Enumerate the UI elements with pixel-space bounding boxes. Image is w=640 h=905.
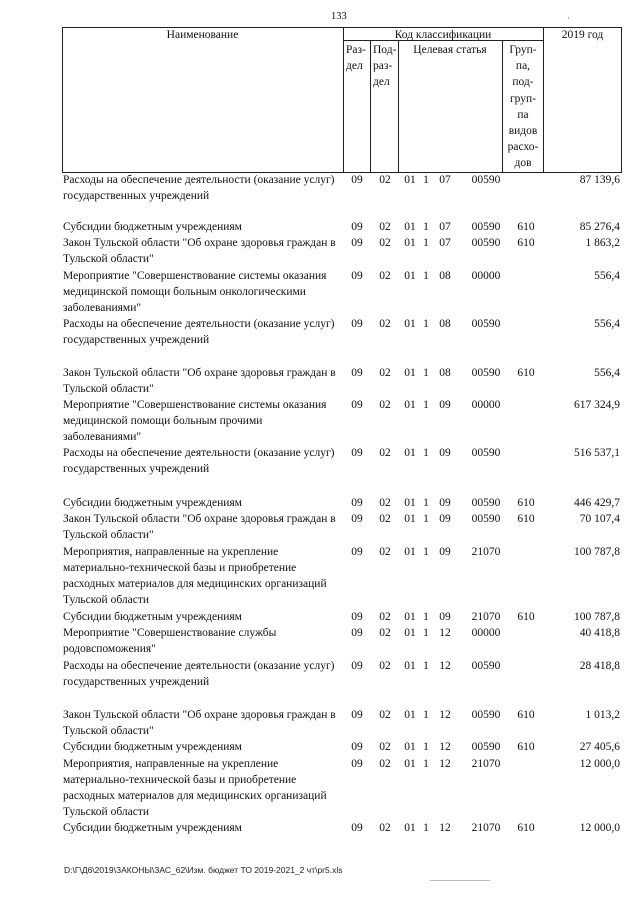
row-target-direction: 00000 xyxy=(471,270,501,282)
row-target-subprogram: 1 xyxy=(423,174,429,186)
row-podrazdel: 02 xyxy=(379,447,391,459)
row-expense-type: 610 xyxy=(517,611,535,623)
row-podrazdel: 02 xyxy=(379,497,391,509)
row-target-direction: 21070 xyxy=(471,611,501,623)
row-amount: 556,4 xyxy=(594,270,620,282)
row-target-event: 07 xyxy=(439,174,451,186)
row-amount: 70 107,4 xyxy=(579,513,620,525)
row-name: Субсидии бюджетным учреждениям xyxy=(63,611,242,623)
row-target-program: 01 xyxy=(404,399,416,411)
row-target-program: 01 xyxy=(404,367,416,379)
row-name: Закон Тульской области "Об охране здоровья граждан в Тульской области" xyxy=(63,237,336,265)
row-target-program: 01 xyxy=(404,318,416,330)
header-razdel: Раз- дел xyxy=(346,44,366,72)
row-podrazdel: 02 xyxy=(379,627,391,639)
row-target-direction: 00590 xyxy=(471,660,501,672)
row-name: Мероприятие "Совершенствование системы оказания медицинской помощи больным онкологическими заболеваниями" xyxy=(63,270,327,314)
row-target-event: 12 xyxy=(439,741,451,753)
row-target-subprogram: 1 xyxy=(423,497,429,509)
row-target-program: 01 xyxy=(404,497,416,509)
row-podrazdel: 02 xyxy=(379,399,391,411)
row-expense-type: 610 xyxy=(517,221,535,233)
row-razdel: 09 xyxy=(351,741,363,753)
row-podrazdel: 02 xyxy=(379,513,391,525)
row-target-subprogram: 1 xyxy=(423,709,429,721)
row-name: Мероприятие "Совершенствование системы оказания медицинской помощи больным прочими заболеваниями" xyxy=(63,399,327,443)
footer-path: D:\Г\Д6\2019\ЗАКОНЫ\ЗАС_62\Изм. бюджет ТО 2019-2021_2 чт\pr5.xls xyxy=(64,865,343,875)
row-target-subprogram: 1 xyxy=(423,546,429,558)
row-amount: 1 863,2 xyxy=(585,237,620,249)
row-podrazdel: 02 xyxy=(379,221,391,233)
row-name: Закон Тульской области "Об охране здоровья граждан в Тульской области" xyxy=(63,367,336,395)
row-target-direction: 00590 xyxy=(471,221,501,233)
row-podrazdel: 02 xyxy=(379,546,391,558)
row-expense-type: 610 xyxy=(517,367,535,379)
row-target-direction: 00590 xyxy=(471,174,501,186)
row-razdel: 09 xyxy=(351,660,363,672)
row-razdel: 09 xyxy=(351,513,363,525)
row-podrazdel: 02 xyxy=(379,318,391,330)
row-target-event: 12 xyxy=(439,660,451,672)
page-number: 133 xyxy=(331,11,347,22)
row-target-program: 01 xyxy=(404,627,416,639)
row-amount: 100 787,8 xyxy=(574,611,620,623)
row-target-program: 01 xyxy=(404,221,416,233)
row-expense-type: 610 xyxy=(517,513,535,525)
row-name: Закон Тульской области "Об охране здоровья граждан в Тульской области" xyxy=(63,513,336,541)
row-target-event: 12 xyxy=(439,822,451,834)
row-razdel: 09 xyxy=(351,709,363,721)
header-podrazdel: Под- раз- дел xyxy=(373,44,397,88)
row-target-subprogram: 1 xyxy=(423,221,429,233)
row-expense-type: 610 xyxy=(517,237,535,249)
row-name: Субсидии бюджетным учреждениям xyxy=(63,221,242,233)
row-razdel: 09 xyxy=(351,174,363,186)
row-expense-type: 610 xyxy=(517,497,535,509)
row-target-program: 01 xyxy=(404,237,416,249)
row-amount: 40 418,8 xyxy=(579,627,620,639)
row-name: Закон Тульской области "Об охране здоровья граждан в Тульской области" xyxy=(63,709,336,737)
row-razdel: 09 xyxy=(351,221,363,233)
row-podrazdel: 02 xyxy=(379,611,391,623)
row-target-subprogram: 1 xyxy=(423,627,429,639)
row-razdel: 09 xyxy=(351,367,363,379)
row-target-event: 09 xyxy=(439,399,451,411)
row-expense-type: 610 xyxy=(517,741,535,753)
row-target-program: 01 xyxy=(404,546,416,558)
row-target-program: 01 xyxy=(404,447,416,459)
row-razdel: 09 xyxy=(351,627,363,639)
row-podrazdel: 02 xyxy=(379,741,391,753)
row-target-subprogram: 1 xyxy=(423,318,429,330)
row-target-event: 09 xyxy=(439,513,451,525)
row-amount: 87 139,6 xyxy=(579,174,620,186)
row-target-program: 01 xyxy=(404,758,416,770)
row-target-direction: 00000 xyxy=(471,627,501,639)
header-group: Груп- па, под- груп- па видов расхо- дов xyxy=(507,44,539,170)
row-name: Расходы на обеспечение деятельности (оказание услуг) государственных учреждений xyxy=(63,174,335,202)
row-name: Расходы на обеспечение деятельности (оказание услуг) государственных учреждений xyxy=(63,447,335,475)
row-target-direction: 21070 xyxy=(471,822,501,834)
row-expense-type: 610 xyxy=(517,709,535,721)
row-name: Расходы на обеспечение деятельности (оказание услуг) государственных учреждений xyxy=(63,318,335,346)
row-target-subprogram: 1 xyxy=(423,270,429,282)
row-name: Субсидии бюджетным учреждениям xyxy=(63,497,242,509)
row-target-event: 09 xyxy=(439,497,451,509)
row-amount: 12 000,0 xyxy=(579,822,620,834)
row-razdel: 09 xyxy=(351,611,363,623)
row-target-direction: 21070 xyxy=(471,758,501,770)
row-target-direction: 00590 xyxy=(471,318,501,330)
row-razdel: 09 xyxy=(351,270,363,282)
row-podrazdel: 02 xyxy=(379,709,391,721)
row-podrazdel: 02 xyxy=(379,822,391,834)
row-podrazdel: 02 xyxy=(379,660,391,672)
row-amount: 100 787,8 xyxy=(574,546,620,558)
row-razdel: 09 xyxy=(351,447,363,459)
row-target-event: 09 xyxy=(439,546,451,558)
row-razdel: 09 xyxy=(351,237,363,249)
row-target-subprogram: 1 xyxy=(423,660,429,672)
row-target-event: 07 xyxy=(439,221,451,233)
row-target-subprogram: 1 xyxy=(423,399,429,411)
row-target-subprogram: 1 xyxy=(423,822,429,834)
row-target-direction: 00590 xyxy=(471,497,501,509)
row-target-direction: 00590 xyxy=(471,741,501,753)
row-name: Субсидии бюджетным учреждениям xyxy=(63,741,242,753)
row-name: Субсидии бюджетным учреждениям xyxy=(63,822,242,834)
row-razdel: 09 xyxy=(351,399,363,411)
row-amount: 27 405,6 xyxy=(579,741,620,753)
row-amount: 516 537,1 xyxy=(574,447,620,459)
row-target-direction: 00590 xyxy=(471,447,501,459)
row-podrazdel: 02 xyxy=(379,758,391,770)
row-target-event: 07 xyxy=(439,237,451,249)
row-expense-type: 610 xyxy=(517,822,535,834)
row-name: Расходы на обеспечение деятельности (оказание услуг) государственных учреждений xyxy=(63,660,335,688)
row-amount: 12 000,0 xyxy=(579,758,620,770)
row-amount: 556,4 xyxy=(594,318,620,330)
corner-mark: · xyxy=(567,13,570,23)
row-name: Мероприятия, направленные на укрепление материально-технической базы и приобретение расходных материалов для медицинских организаций Тульской области xyxy=(63,546,327,606)
row-target-program: 01 xyxy=(404,270,416,282)
row-razdel: 09 xyxy=(351,318,363,330)
row-target-direction: 00590 xyxy=(471,513,501,525)
row-target-subprogram: 1 xyxy=(423,367,429,379)
row-razdel: 09 xyxy=(351,822,363,834)
row-razdel: 09 xyxy=(351,546,363,558)
row-target-direction: 00590 xyxy=(471,367,501,379)
row-target-program: 01 xyxy=(404,660,416,672)
row-podrazdel: 02 xyxy=(379,174,391,186)
row-target-subprogram: 1 xyxy=(423,758,429,770)
row-target-event: 08 xyxy=(439,270,451,282)
row-target-program: 01 xyxy=(404,709,416,721)
row-target-event: 12 xyxy=(439,627,451,639)
row-target-program: 01 xyxy=(404,741,416,753)
row-target-direction: 00590 xyxy=(471,709,501,721)
row-target-direction: 21070 xyxy=(471,546,501,558)
footer-mark xyxy=(430,880,490,881)
row-target-event: 08 xyxy=(439,367,451,379)
row-target-event: 08 xyxy=(439,318,451,330)
row-podrazdel: 02 xyxy=(379,237,391,249)
row-target-subprogram: 1 xyxy=(423,237,429,249)
header-classification: Код классификации xyxy=(394,29,492,41)
row-target-subprogram: 1 xyxy=(423,741,429,753)
row-razdel: 09 xyxy=(351,758,363,770)
row-amount: 1 013,2 xyxy=(585,709,620,721)
row-name: Мероприятия, направленные на укрепление материально-технической базы и приобретение расходных материалов для медицинских организаций Тульской области xyxy=(63,758,327,818)
row-target-subprogram: 1 xyxy=(423,447,429,459)
row-amount: 28 418,8 xyxy=(579,660,620,672)
row-amount: 446 429,7 xyxy=(574,497,620,509)
header-year: 2019 год xyxy=(561,29,604,41)
row-amount: 85 276,4 xyxy=(579,221,620,233)
row-target-program: 01 xyxy=(404,822,416,834)
row-target-subprogram: 1 xyxy=(423,513,429,525)
row-podrazdel: 02 xyxy=(379,270,391,282)
row-target-direction: 00590 xyxy=(471,237,501,249)
row-target-subprogram: 1 xyxy=(423,611,429,623)
header-target: Целевая статья xyxy=(413,44,487,56)
row-target-program: 01 xyxy=(404,174,416,186)
row-target-event: 09 xyxy=(439,447,451,459)
row-target-event: 12 xyxy=(439,758,451,770)
row-target-direction: 00000 xyxy=(471,399,501,411)
row-target-program: 01 xyxy=(404,513,416,525)
row-name: Мероприятие "Совершенствование службы родовспоможения" xyxy=(63,627,277,655)
row-podrazdel: 02 xyxy=(379,367,391,379)
row-target-event: 09 xyxy=(439,611,451,623)
row-razdel: 09 xyxy=(351,497,363,509)
row-target-program: 01 xyxy=(404,611,416,623)
row-amount: 617 324,9 xyxy=(574,399,620,411)
header-name: Наименование xyxy=(166,29,239,41)
row-amount: 556,4 xyxy=(594,367,620,379)
row-target-event: 12 xyxy=(439,709,451,721)
